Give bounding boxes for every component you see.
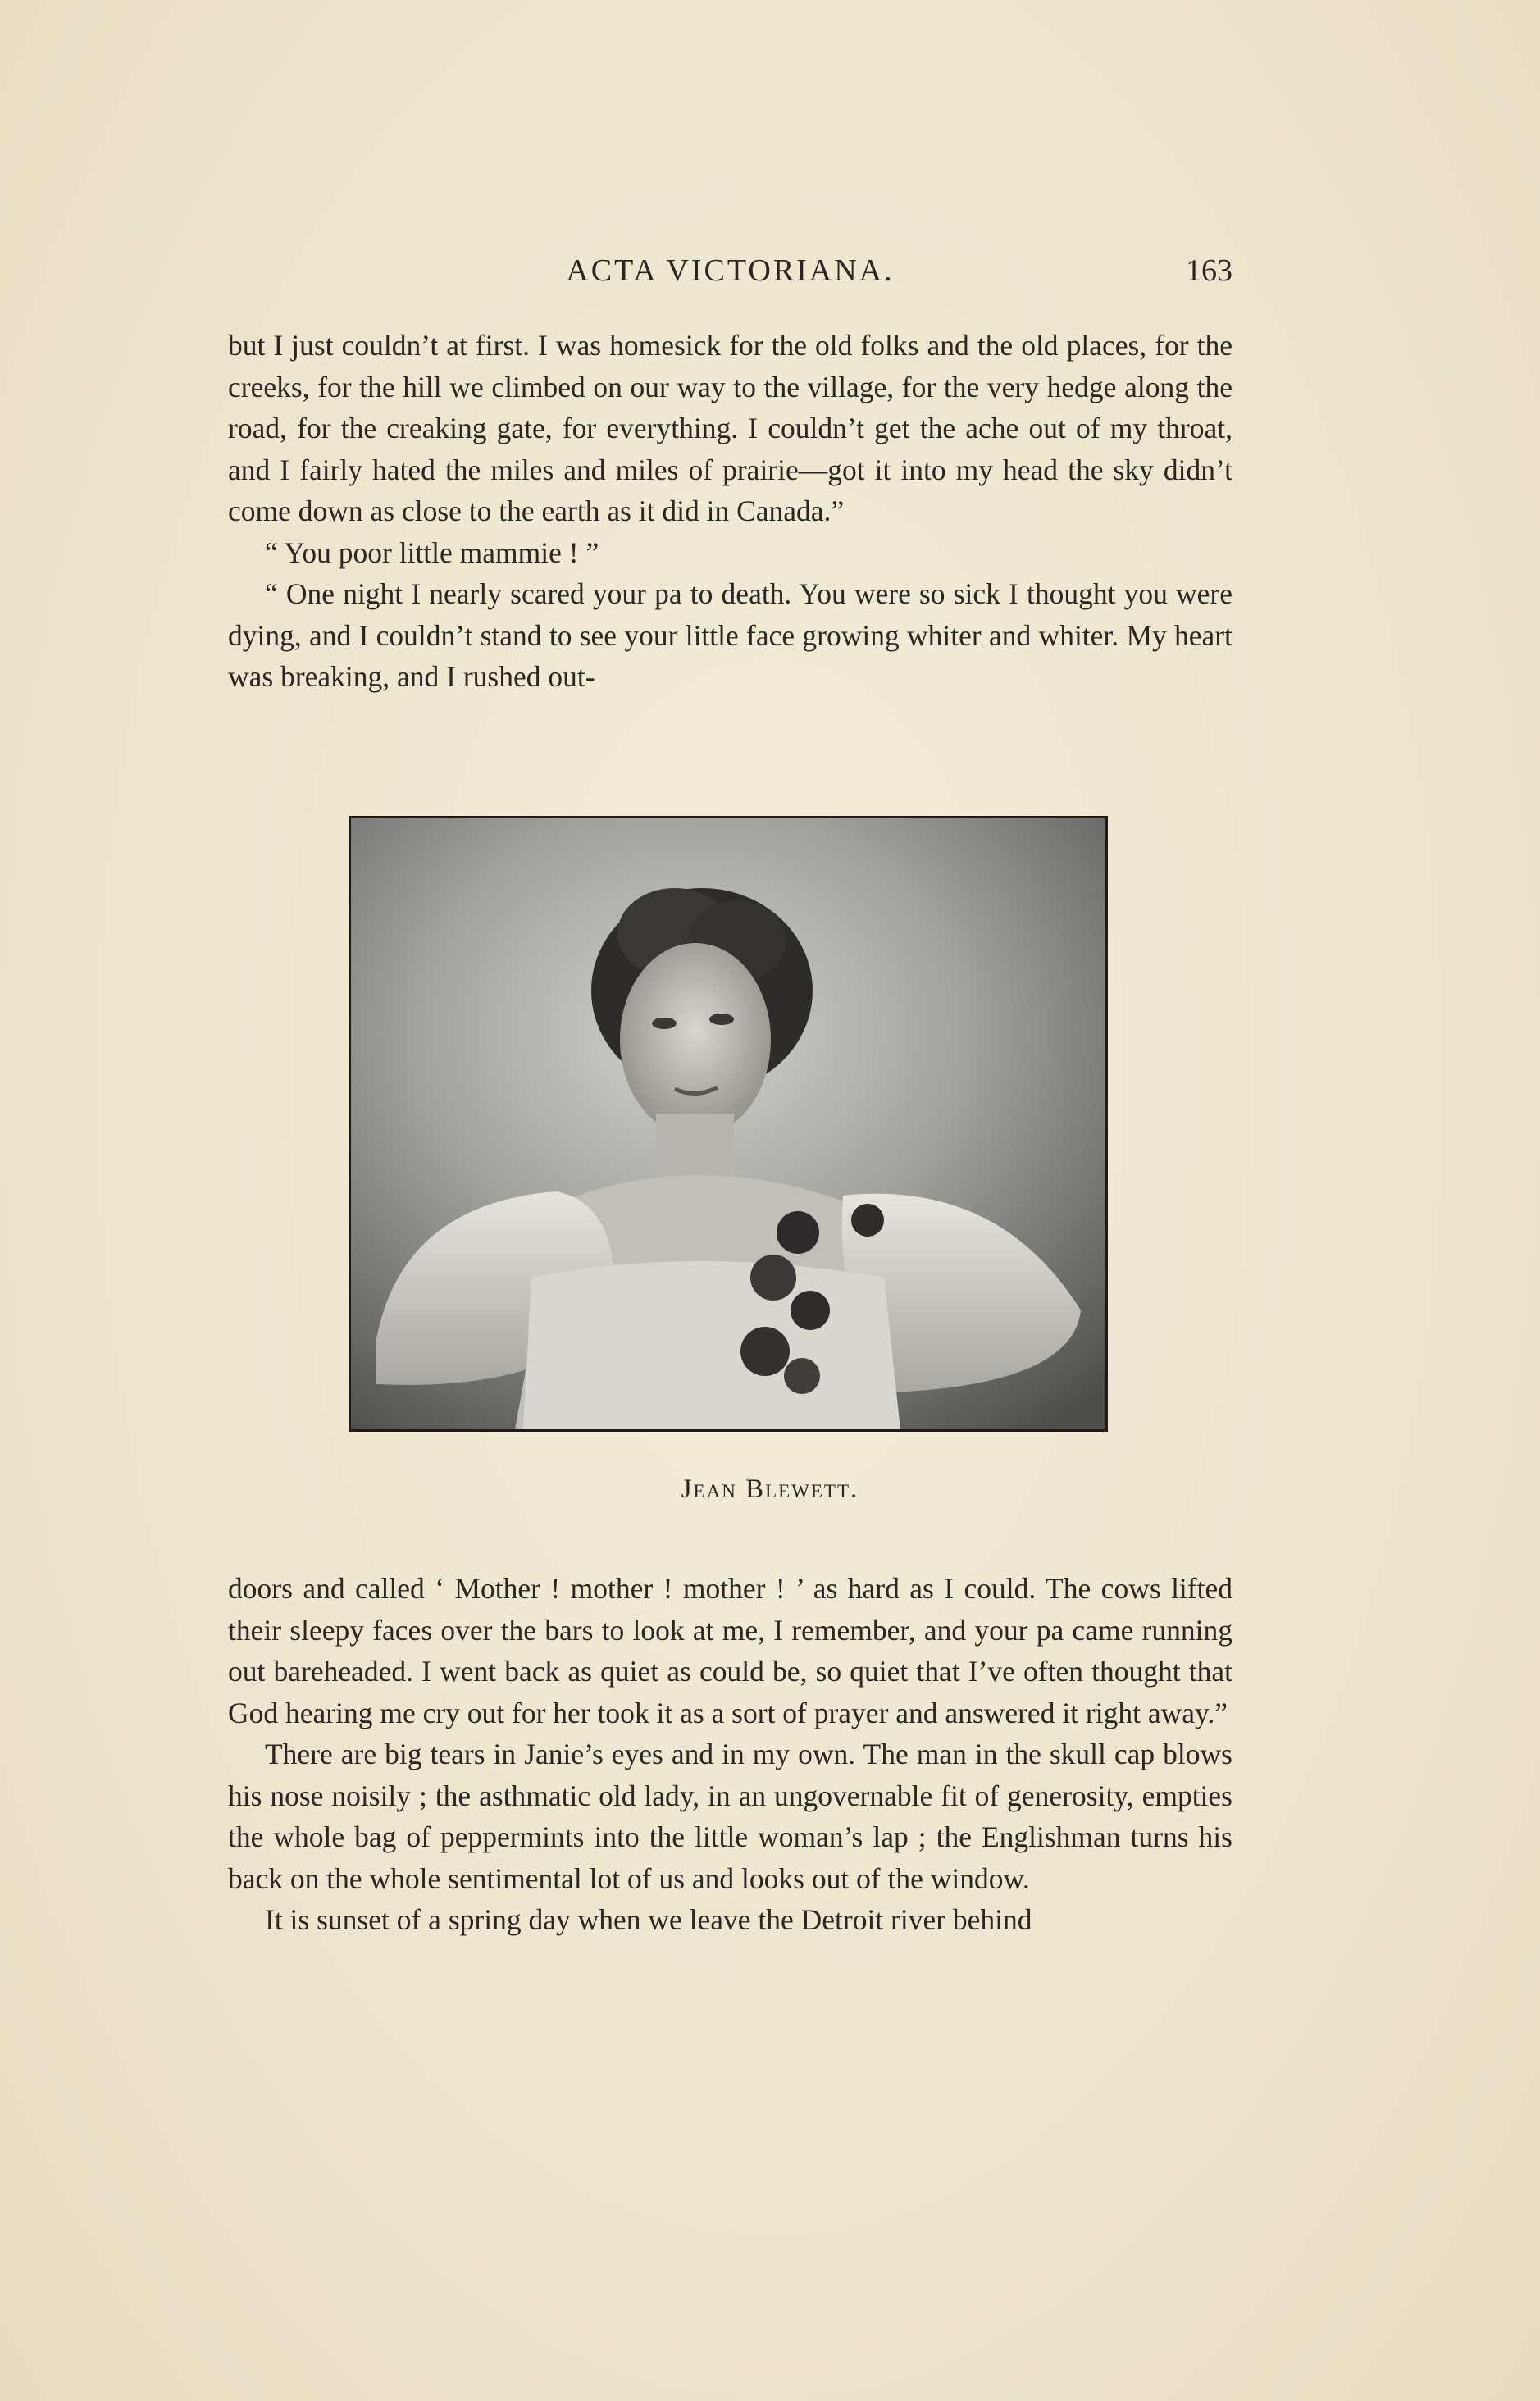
running-head bbox=[228, 253, 1232, 294]
paragraph: “ One night I nearly scared your pa to death. You were so sick I thought you were dying, and I couldn’t stand to see your little face growing whiter and whiter. My heart was breaking, and I rushed out- bbox=[228, 577, 1232, 693]
paragraph: “ You poor little mammie ! ” bbox=[265, 535, 599, 569]
paragraph: but I just couldn’t at first. I was homesick for the old folks and the old places, for the creeks, for the hill we climbed on our way to the village, for the very hedge along the road, for the creaking gate, for everything. I couldn’t get the ache out of my throat, and I fairly hated the miles and miles of prairie—got it into my head the sky didn’t come down as close to the earth as it did in Canada.” bbox=[228, 329, 1232, 527]
figure-caption bbox=[0, 1474, 1540, 1505]
page-number: 163 bbox=[1186, 253, 1232, 288]
portrait-photo bbox=[349, 816, 1108, 1432]
body-text-bottom bbox=[228, 1568, 1232, 1941]
running-title: ACTA VICTORIANA. bbox=[566, 253, 895, 288]
paragraph: It is sunset of a spring day when we leave the Detroit river behind bbox=[265, 1903, 1032, 1936]
caption-text: Jean Blewett. bbox=[681, 1474, 859, 1504]
body-text-top bbox=[228, 325, 1232, 698]
paragraph: doors and called ‘ Mother ! mother ! mother ! ’ as hard as I could. The cows lifted their sleepy faces over the bars to look at me, I remember, and your pa came running out bareheaded. I went back as quiet as could be, so quiet that I’ve often thought that God hearing me cry out for her took it as a sort of prayer and answered it right away.” bbox=[228, 1572, 1232, 1729]
paragraph: There are big tears in Janie’s eyes and in my own. The man in the skull cap blows his nose noisily ; the asthmatic old lady, in an ungovernable fit of generosity, empties the whole bag of peppermints into the little woman’s lap ; the Englishman turns his back on the whole sentimental lot of us and looks out of the window. bbox=[228, 1738, 1232, 1895]
portrait-figure bbox=[349, 816, 1111, 1435]
